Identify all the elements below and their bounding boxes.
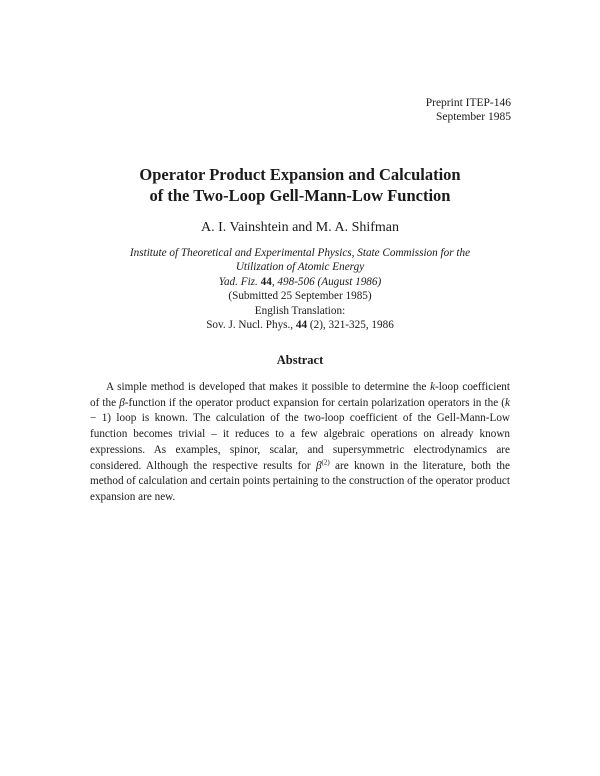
abstract-body: [90, 380, 510, 506]
affiliation-line-2: Utilization of Atomic Energy: [235, 261, 365, 274]
abstract-heading: Abstract: [276, 353, 324, 367]
translation-label: English Translation:: [254, 304, 346, 317]
abstract-text-2: -loop coefficient of the: [90, 381, 510, 409]
abstract-text-5: are known in the literature, both the method of calculation and certain points pertaining to the construction of the operator product expansion are new.: [90, 459, 510, 503]
preprint-info: [426, 96, 511, 124]
paper-title: [0, 164, 600, 206]
preprint-id: Preprint ITEP-146: [425, 97, 511, 109]
abstract-text-4: − 1) loop is known. The calculation of the two-loop coefficient of the Gell-Mann-Low function becomes trivial – it reduces to a few algebraic operations on already known expressions. As examples, spinor, scalar, and supersymmetric electrodynamics are considered. Although the respective results for: [90, 412, 510, 472]
translation-reference: [0, 318, 600, 332]
abstract-text-1: A simple method is developed that makes it possible to determine the: [106, 381, 431, 393]
journal-volume: 44: [260, 275, 272, 288]
journal-reference: [0, 275, 600, 289]
translation-volume: 44: [295, 319, 308, 332]
submitted-date: (Submitted 25 September 1985): [228, 290, 372, 303]
journal-rest: , 498-506 (August 1986): [271, 275, 382, 288]
translation-prefix: Sov. J. Nucl. Phys.,: [206, 319, 296, 332]
affiliation-block: [0, 246, 600, 332]
affiliation-line-1: Institute of Theoretical and Experimental Physics, State Commission for the: [129, 247, 471, 259]
math-beta-superscript: (2): [321, 457, 330, 466]
abstract-text-3: -function if the operator product expansion for certain polarization operators in the (: [124, 396, 506, 409]
math-k-2: k: [505, 396, 510, 409]
preprint-date: September 1985: [435, 111, 511, 123]
math-beta: β: [119, 396, 125, 409]
journal-prefix: Yad. Fiz.: [218, 275, 258, 288]
math-beta-2: β: [315, 459, 322, 472]
translation-rest: (2), 321-325, 1986: [307, 319, 394, 332]
title-line-1: Operator Product Expansion and Calculation: [139, 165, 461, 184]
authors: A. I. Vainshtein and M. A. Shifman: [200, 220, 400, 235]
math-k: k: [430, 381, 436, 393]
title-line-2: of the Two-Loop Gell-Mann-Low Function: [149, 186, 451, 205]
